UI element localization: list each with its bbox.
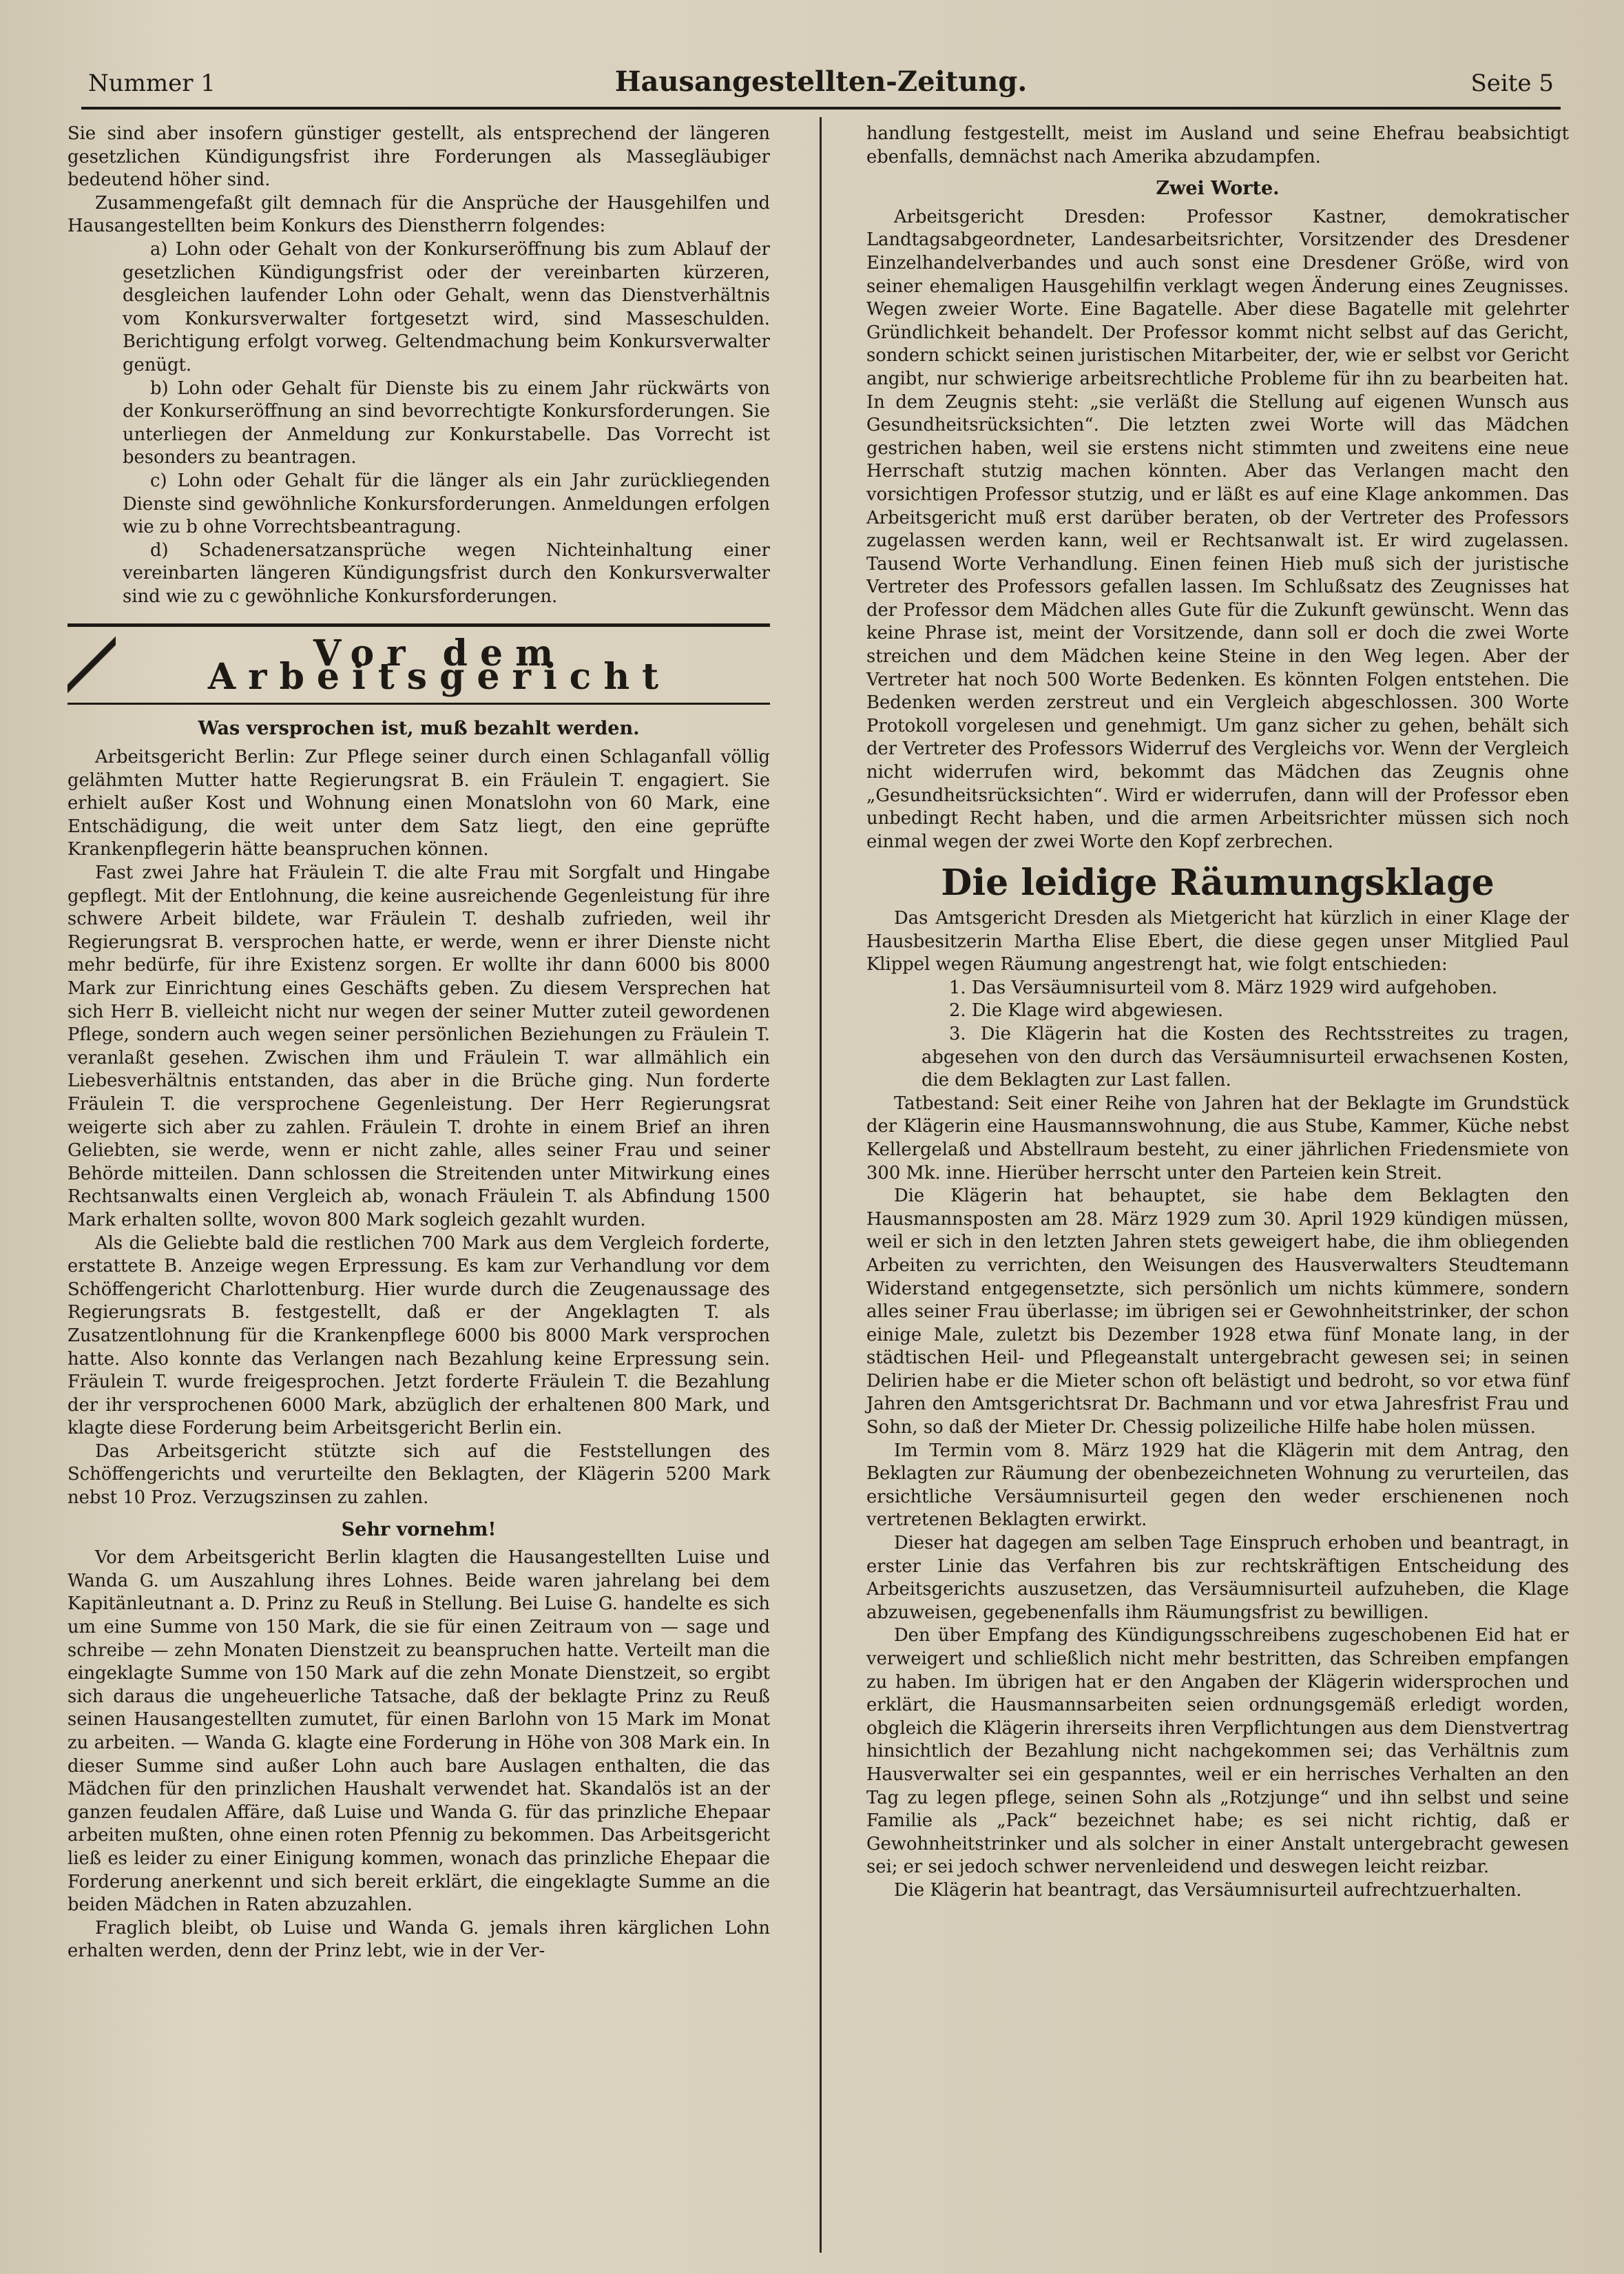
paragraph: Sie sind aber insofern günstiger gestellt, als entsprechend der längeren gesetzlichen Kündigungsfrist ihre Forderungen als Massegläubiger bedeutend höher sind. <box>67 123 770 191</box>
list-item: d) Schadenersatzansprüche wegen Nichteinhaltung einer vereinbarten längeren Kündigungsfrist durch den Konkursverwalter sind wie zu c gewöhnliche Konkursforderungen. <box>123 539 770 607</box>
article-title: Zwei Worte. <box>1156 178 1280 200</box>
left-column <box>67 123 770 1963</box>
right-column <box>866 123 1569 1903</box>
paragraph: Vor dem Arbeitsgericht Berlin klagten die Hausangestellten Luise und Wanda G. um Auszahlung ihres Lohnes. Beide waren jahrelang bei dem Kapitänleutnant a. D. Prinz zu Reuß in Stellung. Bei Luise G. handelte es sich um eine Summe von 150 Mark, die sie für einen Zeitraum von — sage und schreibe — zehn Monaten Dienstzeit zu beanspruchen hatte. Verteilt man die eingeklagte Summe von 150 Mark auf die zehn Monate Dienstzeit, so ergibt sich daraus die ungeheuerliche Tatsache, daß der beklagte Prinz zu Reuß seinen Hausangestellten zumutet, für einen Barlohn von 15 Mark im Monat zu arbeiten. — Wanda G. klagte eine Forderung in Höhe von 308 Mark ein. In dieser Summe sind außer Lohn auch bare Auslagen enthalten, die das Mädchen für den prinzlichen Haushalt verwendet hat. Skandalös ist an der ganzen feudalen Affäre, daß Luise und Wanda G. für das prinzliche Ehepaar arbeiten mußten, ohne einen roten Pfennig zu bekommen. Das Arbeitsgericht ließ es leider zu einer Einigung kommen, wonach das prinzliche Ehepaar die Forderung anerkennt und sich bereit erklärt, die eingeklagte Summe an die beiden Mädchen in Raten abzuzahlen. <box>67 1547 770 1916</box>
section-banner <box>67 623 770 705</box>
judgment-item: 2. Die Klage wird abgewiesen. <box>949 1000 1224 1022</box>
newspaper-title: Hausangestellten-Zeitung. <box>614 65 1028 98</box>
paragraph: Den über Empfang des Kündigungsschreibens zugeschobenen Eid hat er verweigert und schließlich nicht mehr bestritten, das Schreiben empfangen zu haben. Im übrigen hat er den Angaben der Klägerin widersprochen und erklärt, die Hausmannsarbeiten seien ordnungsgemäß erledigt worden, obgleich die Klägerin ihrerseits ihren Verpflichtungen aus dem Dienstvertrag hinsichtlich der Bezahlung nicht nachgekommen sei; das Verhältnis zum Hausverwalter sei ein gespanntes, weil er ein herrisches Verhalten an den Tag zu legen pflege, seinen Sohn als „Rotzjunge“ und ihn selbst und seine Familie als „Pack“ bezeichnet habe; es sei nicht richtig, daß er Gewohnheitstrinker und als solcher in einer Anstalt untergebracht gewesen sei; er sei jedoch schwer nervenleidend und deswegen leicht reizbar. <box>866 1625 1569 1878</box>
issue-number: Nummer 1 <box>88 70 216 97</box>
paragraph: Die Klägerin hat behauptet, sie habe dem Beklagten den Hausmannsposten am 28. März 1929 zum 30. April 1929 kündigen müssen, weil er sich in den letzten Jahren stets geweigert habe, die ihm obliegenden Arbeiten zu verrichten, den Weisungen des Hausverwalters Steudtemann Widerstand entgegensetzte, sich persönlich um nichts kümmere, sondern alles seiner Frau überlasse; im übrigen sei er Gewohnheitstrinker, der schon einige Male, zuletzt bis Dezember 1928 etwa fünf Monate lang, in der städtischen Heil- und Pflegeanstalt untergebracht gewesen sei; in seinen Delirien habe er die Mieter schon oft belästigt und bedroht, so vor etwa fünf Jahren den Amtsgerichtsrat Dr. Bachmann und vor etwa Jahresfrist Frau und Sohn, so daß der Mieter Dr. Chessig polizeiliche Hilfe habe holen müssen. <box>866 1186 1569 1438</box>
paragraph: Als die Geliebte bald die restlichen 700 Mark aus dem Vergleich forderte, erstattete B. Anzeige wegen Erpressung. Es kam zur Verhandlung vor dem Schöffengericht Charlottenburg. Hier wurde durch die Zeugenaussage des Regierungsrats B. festgestellt, daß er der Angeklagten T. als Zusatzentlohnung für die Krankenpflege 6000 bis 8000 Mark versprochen hatte. Also konnte das Verlangen nach Bezahlung keine Erpressung sein. Fräulein T. wurde freigesprochen. Jetzt forderte Fräulein T. die Bezahlung der ihr versprochenen 6000 Mark, abzüglich der erhaltenen 800 Mark, und klagte diese Forderung beim Arbeitsgericht Berlin ein. <box>67 1232 770 1439</box>
article-title: Was versprochen ist, muß bezahlt werden. <box>198 718 640 740</box>
paragraph: Fast zwei Jahre hat Fräulein T. die alte Frau mit Sorgfalt und Hingabe gepflegt. Mit der Entlohnung, die keine ausreichende Gegenleistung für ihre schwere Arbeit bildete, war Fräulein T. deshalb zufrieden, weil ihr Regierungsrat B. versprochen hatte, er werde, wenn er ihrer Dienste nicht mehr bedürfe, für ihre Existenz sorgen. Er wollte ihr dann 6000 bis 8000 Mark zur Einrichtung eines Geschäfts geben. Zu diesem Versprechen hat sich Herr B. vielleicht nicht nur wegen der seiner Mutter zuteil gewordenen Pflege, sondern auch wegen seiner persönlichen Beziehungen zu Fräulein T. veranlaßt gesehen. Zwischen ihm und Fräulein T. war allmählich ein Liebesverhältnis entstanden, das aber in die Brüche ging. Nun forderte Fräulein T. die versprochene Gegenleistung. Der Herr Regierungsrat weigerte sich aber zu zahlen. Fräulein T. drohte in einem Brief an ihren Geliebten, sie werde, wenn er nicht zahle, alles seiner Frau und seiner Behörde mitteilen. Dann schlossen die Streitenden unter Mitwirkung eines Rechtsanwalts einen Vergleich ab, wonach Fräulein T. als Abfindung 1500 Mark erhalten sollte, wovon 800 Mark sogleich gezahlt wurden. <box>67 862 770 1230</box>
paragraph: Tatbestand: Seit einer Reihe von Jahren hat der Beklagte im Grundstück der Klägerin eine Hausmannswohnung, die aus Stube, Kammer, Küche nebst Kellergelaß und Abstellraum besteht, zu einer jährlichen Friedensmiete von 300 Mk. inne. Hierüber herrscht unter den Parteien kein Streit. <box>866 1093 1569 1183</box>
banner-title: Vor dem Arbeitsgericht <box>207 632 672 699</box>
judgment-item: 3. Die Klägerin hat die Kosten des Rechtsstreites zu tragen, abgesehen von den durch das Versäumnisurteil erwachsenen Kosten, die dem Beklagten zur Last fallen. <box>922 1023 1569 1091</box>
paragraph: Arbeitsgericht Dresden: Professor Kastner, demokratischer Landtagsabgeordneter, Landesarbeitsrichter, Vorsitzender des Dresdener Einzelhandelverbandes und auch sonst eine Dresdener Größe, wird von seiner ehemaligen Hausgehilfin verklagt wegen Änderung eines Zeugnisses. Wegen zweier Worte. Eine Bagatelle. Aber diese Bagatelle mit gelehrter Gründlichkeit behandelt. Der Professor kommt nicht selbst auf das Gericht, sondern schickt seinen juristischen Mitarbeiter, der, wie er selbst vor Gericht angibt, nur schwierige arbeitsrechtliche Probleme für ihn zu bearbeiten hat. In dem Zeugnis steht: „sie verläßt die Stellung auf eigenen Wunsch aus Gesundheitsrücksichten“. Die letzten zwei Worte will das Mädchen gestrichen haben, weil sie erstens nicht stimmten und zweitens eine neue Herrschaft stutzig machen könnten. Aber das Verlangen macht den vorsichtigen Professor stutzig, und er läßt es auf eine Klage ankommen. Das Arbeitsgericht muß erst darüber beraten, ob der Vertreter des Professors zugelassen werden kann, weil er Rechtsanwalt ist. Er wird zugelassen. Tausend Worte Verhandlung. Einen feinen Hieb muß sich der juristische Vertreter des Professors gefallen lassen. Im Schlußsatz des Zeugnisses hat der Professor dem Mädchen alles Gute für die Zukunft gewünscht. Wenn das keine Phrase ist, meint der Vorsitzende, dann soll er doch die zwei Worte streichen und dem Mädchen keine Steine in den Weg legen. Aber der Vertreter hat noch 500 Worte Bedenken. Es könnten Folgen entstehen. Die Bedenken werden zerstreut und ein Vergleich abgeschlossen. 300 Worte Protokoll vorgelesen und genehmigt. Um ganz sicher zu gehen, behält sich der Vertreter des Professors Widerruf des Vergleichs vor. Wenn der Vergleich nicht widerrufen wird, bekommt das Mädchen das Zeugnis ohne „Gesundheitsrücksichten“. Wird er widerrufen, dann will der Professor eben unbedingt Recht haben, und die armen Arbeitsrichter müssen sich noch einmal wegen der zwei Worte den Kopf zerbrechen. <box>866 206 1569 852</box>
article-title: Sehr vornehm! <box>341 1518 497 1540</box>
paragraph: Fraglich bleibt, ob Luise und Wanda G. jemals ihren kärglichen Lohn erhalten werden, denn der Prinz lebt, wie in der Ver- <box>67 1917 770 1962</box>
paragraph: Arbeitsgericht Berlin: Zur Pflege seiner durch einen Schlaganfall völlig gelähmten Mutter hatte Regierungsrat B. ein Fräulein T. engagiert. Sie erhielt außer Kost und Wohnung einen Monatslohn von 60 Mark, eine Entschädigung, die weit unter dem Satz liegt, den eine geprüfte Krankenpflegerin hätte beanspruchen können. <box>67 747 770 860</box>
column-divider <box>820 117 822 2253</box>
paragraph: handlung festgestellt, meist im Ausland und seine Ehefrau beabsichtigt ebenfalls, demnächst nach Amerika abzudampfen. <box>866 123 1569 167</box>
paragraph: Das Amtsgericht Dresden als Mietgericht hat kürzlich in einer Klage der Hausbesitzerin Martha Elise Ebert, die diese gegen unser Mitglied Paul Klippel wegen Räumung angestrengt hat, wie folgt entschieden: <box>866 908 1569 975</box>
page-header <box>81 65 1561 110</box>
page-number: Seite 5 <box>1470 70 1554 97</box>
list-item: b) Lohn oder Gehalt für Dienste bis zu einem Jahr rückwärts von der Konkurseröffnung an sind bevorrechtigte Konkursforderungen. Sie unterliegen der Anmeldung zur Konkurstabelle. Das Vorrecht ist besonders zu beantragen. <box>123 378 770 468</box>
paragraph: Dieser hat dagegen am selben Tage Einspruch erhoben und beantragt, in erster Linie das Verfahren bis zur rechtskräftigen Entscheidung des Arbeitsgerichts auszusetzen, das Versäumnisurteil aufzuheben, die Klage abzuweisen, gegebenenfalls ihm Räumungsfrist zu bewilligen. <box>866 1533 1569 1623</box>
list-item: c) Lohn oder Gehalt für die länger als ein Jahr zurückliegenden Dienste sind gewöhnliche Konkursforderungen. Anmeldungen erfolgen wie zu b ohne Vorrechtsbeantragung. <box>123 470 770 538</box>
paragraph: Die Klägerin hat beantragt, das Versäumnisurteil aufrechtzuerhalten. <box>894 1879 1522 1901</box>
judgment-item: 1. Das Versäumnisurteil vom 8. März 1929 wird aufgehoben. <box>949 977 1498 998</box>
paragraph: Im Termin vom 8. März 1929 hat die Klägerin mit dem Antrag, den Beklagten zur Räumung der obenbezeichneten Wohnung zu verurteilen, das ersichtliche Versäumnisurteil gegen den weder erschienenen noch vertretenen Beklagten erwirkt. <box>866 1440 1569 1531</box>
paragraph: Das Arbeitsgericht stützte sich auf die Feststellungen des Schöffengerichts und verurteilte den Beklagten, der Klägerin 5200 Mark nebst 10 Proz. Verzugszinsen zu zahlen. <box>67 1440 770 1509</box>
article-headline: Die leidige Räumungsklage <box>941 862 1495 905</box>
paragraph: Zusammengefaßt gilt demnach für die Ansprüche der Hausgehilfen und Hausangestellten beim Konkurs des Dienstherrn folgendes: <box>67 192 770 237</box>
list-item: a) Lohn oder Gehalt von der Konkurseröffnung bis zum Ablauf der gesetzlichen Kündigungsfrist oder der vereinbarten kürzeren, desgleichen laufender Lohn oder Gehalt, wenn das Dienstverhältnis vom Konkursverwalter fortgesetzt wird, sind Masseschulden. Berichtigung erfolgt vorweg. Geltendmachung beim Konkursverwalter genügt. <box>123 238 770 375</box>
